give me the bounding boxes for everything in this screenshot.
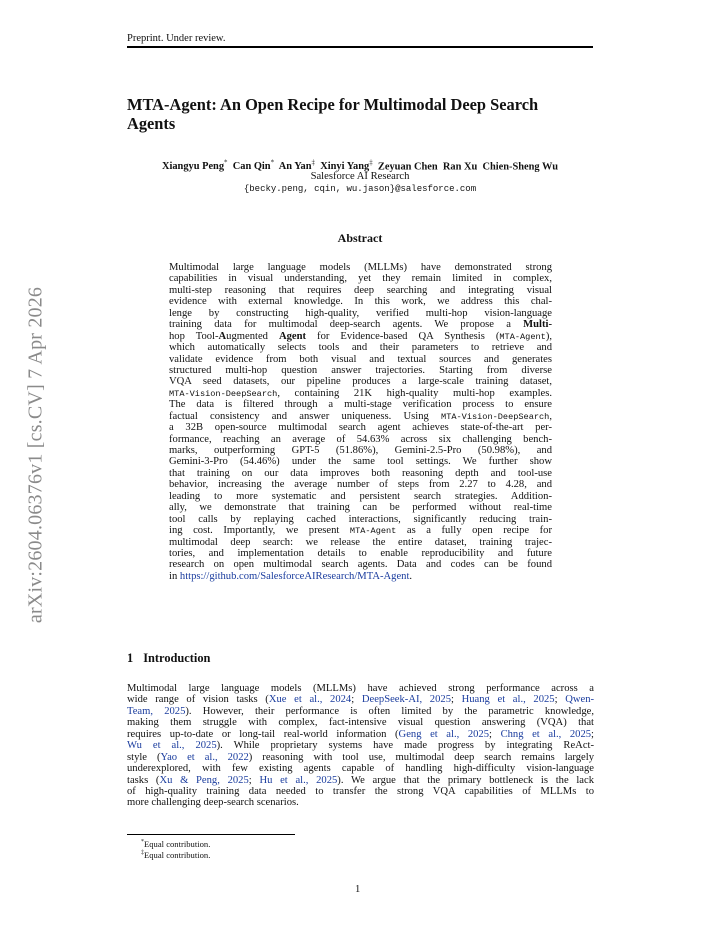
- citation-link[interactable]: Wu et al., 2025: [127, 740, 217, 752]
- intro-line: requires up-to-date or long-tail real-world information (Geng et al., 2025; Chng et al., 2025;: [127, 728, 594, 740]
- abstract-line: capabilities in visual understanding, yet they remain limited in complex,: [169, 273, 552, 285]
- page-number: 1: [355, 884, 361, 895]
- author: Zeyuan Chen: [377, 161, 438, 173]
- abstract-line: formance, reaching an average of 54.63% across six challenging bench-: [169, 433, 552, 445]
- author: Xiangyu Peng*: [161, 159, 228, 173]
- author-emails: {becky.peng, cqin, wu.jason}@salesforce.com: [243, 184, 477, 194]
- author: An Yan‡: [278, 159, 316, 173]
- abstract-line: Multimodal large language models (MLLMs) have demonstrated strong: [169, 262, 552, 273]
- intro-line: wide range of vision tasks (Xue et al., 2024; DeepSeek-AI, 2025; Huang et al., 2025; Qwen-: [127, 694, 595, 706]
- abstract-line: structured multi-hop question answer trajectories. Starting from diverse: [169, 364, 552, 376]
- footnote: *Equal contribution.: [141, 839, 211, 849]
- citation-link[interactable]: Huang et al., 2025: [461, 694, 555, 706]
- arxiv-stamp: [8, 270, 64, 640]
- section-number: 1: [127, 651, 134, 665]
- paper-title-line2: Agents: [127, 114, 176, 133]
- section-title: Introduction: [143, 651, 211, 665]
- footnote: ‡Equal contribution.: [141, 850, 211, 860]
- intro-line: underexplored, with few existing agents capable of handling high-difficulty vision-language: [127, 763, 594, 775]
- intro-line: Team, 2025). However, their performance is often limited by the parametric knowledge,: [127, 705, 594, 717]
- citation-link[interactable]: Xue et al., 2024: [268, 694, 352, 706]
- abstract-line: evidence with external knowledge. In this work, we address this chal-: [169, 296, 552, 308]
- paper-title: [127, 95, 597, 133]
- citation-link[interactable]: Chng et al., 2025: [500, 728, 592, 740]
- abstract-line: MTA-Vision-DeepSearch, containing 21K high-quality multi-hop examples.: [169, 387, 552, 399]
- abstract-body: [169, 262, 552, 582]
- intro-line: Multimodal large language models (MLLMs) have achieved strong performance across a: [127, 683, 594, 694]
- intro-line: more challenging deep-search scenarios.: [127, 797, 299, 809]
- header-rule: [127, 46, 593, 48]
- paper-title-line1: MTA-Agent: An Open Recipe for Multimodal Deep Search: [127, 95, 539, 114]
- citation-link[interactable]: Yao et al., 2022: [160, 751, 249, 763]
- abstract-line: a 32B open-source multimodal search agent achieves state-of-the-art per-: [169, 422, 552, 434]
- citation-link[interactable]: Hu et al., 2025: [259, 774, 338, 786]
- abstract-line: in https://github.com/SalesforceAIResearch/MTA-Agent.: [169, 570, 413, 582]
- abstract-line: training data for multimodal deep-search agents. We propose a Multi-: [169, 319, 552, 331]
- abstract-line: Gemini-3-Pro (54.46%) under the same tool settings. We further show: [169, 456, 552, 468]
- abstract-line: leading to more systematic and persistent search strategies. Addition-: [169, 490, 552, 502]
- abstract-line: which automatically selects tools and their parameters to retrieve and: [169, 342, 552, 354]
- author: Xinyi Yang‡: [320, 159, 373, 173]
- footnote-rule: [127, 834, 295, 835]
- citation-link[interactable]: Xu & Peng, 2025: [159, 774, 249, 786]
- intro-line: making them struggle with complex, fact-intensive visual question answering (VQA) that: [127, 717, 594, 729]
- abstract-line: multi-step reasoning that requires deep searching and integrating visual: [169, 284, 552, 296]
- citation-link[interactable]: Geng et al., 2025: [398, 728, 490, 740]
- abstract-line: multimodal deep search: we release the entire dataset, training trajec-: [169, 536, 552, 548]
- abstract-line: research on open multimodal search agents. Data and codes can be found: [169, 559, 552, 571]
- affiliation: Salesforce AI Research: [310, 171, 410, 182]
- author: Can Qin*: [232, 159, 275, 173]
- abstract-line: The data is filtered through a multi-stage verification process to ensure: [169, 399, 552, 411]
- intro-line: Wu et al., 2025). While proprietary systems have made progress by integrating ReAct-: [127, 740, 594, 752]
- abstract-line: hop Tool-Augmented Agent for Evidence-based QA Synthesis (MTA-Agent),: [169, 330, 552, 342]
- introduction-body: [127, 683, 594, 809]
- citation-link[interactable]: Team, 2025: [127, 705, 186, 717]
- author: Ran Xu: [442, 161, 478, 173]
- abstract-line: validate evidence from both visual and textual sources and generates: [169, 353, 552, 365]
- author: Chien-Sheng Wu: [482, 161, 559, 173]
- arxiv-stamp-text: arXiv:2604.06376v1 [cs.CV] 7 Apr 2026: [24, 286, 47, 624]
- abstract-line: ally, we demonstrate that training can be performed without real-time: [169, 502, 552, 514]
- section-heading-introduction: [127, 651, 210, 666]
- abstract-line: VQA seed datasets, our pipeline produces a large-scale training dataset,: [169, 376, 552, 388]
- intro-line: of high-quality training data needed to transfer the strong VQA capabilities of MLLMs to: [127, 785, 594, 797]
- citation-link[interactable]: Qwen-: [565, 694, 595, 706]
- github-link[interactable]: https://github.com/SalesforceAIResearch/MTA-Agent: [179, 570, 410, 582]
- intro-line: style (Yao et al., 2022) reasoning with tool use, multimodal deep search remains largely: [127, 751, 594, 763]
- abstract-line: marks, outperforming GPT-5 (51.86%), Gemini-2.5-Pro (50.98%), and: [169, 445, 552, 456]
- abstract-line: behavior, increasing the average number of steps from 2.27 to 4.28, and: [169, 479, 552, 491]
- intro-line: tasks (Xu & Peng, 2025; Hu et al., 2025). We argue that the primary bottleneck is the lack: [127, 774, 594, 786]
- running-header: Preprint. Under review.: [127, 33, 226, 44]
- abstract-line: ing cost. Importantly, we present MTA-Agent as a fully open recipe for: [169, 525, 552, 537]
- abstract-line: tories, and implementation details to enable reproducibility and future: [169, 547, 552, 559]
- abstract-heading: Abstract: [337, 231, 383, 245]
- abstract-line: factual consistency and answer uniqueness. Using MTA-Vision-DeepSearch,: [169, 410, 552, 422]
- abstract-line: tool calls by replaying cached interactions, significantly reducing train-: [169, 513, 552, 525]
- citation-link[interactable]: DeepSeek-AI, 2025: [361, 694, 451, 706]
- abstract-line: lenge by constructing high-quality, verified multi-hop vision-language: [169, 307, 552, 319]
- abstract-line: that training on our data improves both reasoning depth and tool-use: [169, 467, 552, 479]
